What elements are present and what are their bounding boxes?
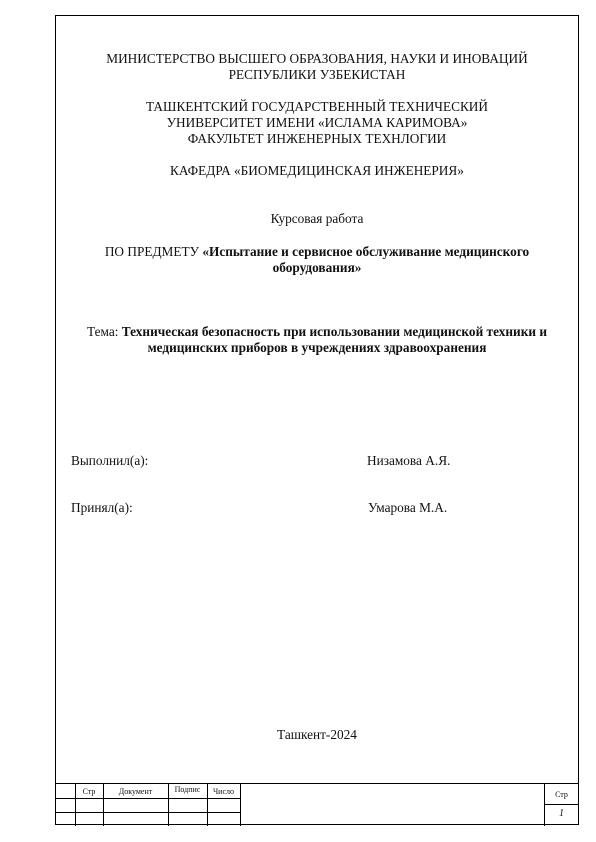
subject-prefix: ПО ПРЕДМЕТУ [104,244,203,259]
topic-block [55,324,579,356]
stamp-col-sign: Подпис [174,785,201,794]
stamp-col-str: Стр [82,787,96,796]
accepted-name: Умарова М.А. [368,500,448,515]
subject-block [55,244,579,276]
university-line-1: ТАШКЕНТСКИЙ ГОСУДАРСТВЕННЫЙ ТЕХНИЧЕСКИЙ [145,99,489,114]
subject-name-line-2: оборудования» [272,260,362,275]
ministry-line-2: РЕСПУБЛИКИ УЗБЕКИСТАН [228,67,406,82]
stamp-page-label: Стр [555,790,568,799]
performed-label: Выполнил(а): [71,453,149,468]
ministry-heading [55,51,579,83]
performed-name: Низамова А.Я. [367,453,451,468]
university-line-2: УНИВЕРСИТЕТ ИМЕНИ «ИСЛАМА КАРИМОВА» [166,115,468,130]
faculty-line: ФАКУЛЬТЕТ ИНЖЕНЕРНЫХ ТЕХНЛОГИИ [187,131,447,146]
subject-name-line-1: «Испытание и сервисное обслуживание медицинского [202,244,530,259]
accepted-label: Принял(а): [71,500,133,515]
stamp-page-number: 1 [559,808,564,819]
work-type: Курсовая работа [270,211,364,226]
city-year: Ташкент-2024 [277,727,357,742]
stamp-table [55,783,579,825]
topic-prefix: Тема: [87,324,122,339]
topic-line-1: Техническая безопасность при использовании медицинской техники и [121,324,547,339]
stamp-col-document: Документ [118,787,153,796]
stamp-col-date: Число [212,787,235,796]
university-heading [55,99,579,147]
ministry-line-1: МИНИСТЕРСТВО ВЫСШЕГО ОБРАЗОВАНИЯ, НАУКИ И ИНОВАЦИЙ [106,51,528,66]
topic-line-2: медицинских приборов в учреждениях здравоохранения [147,340,487,355]
department-heading: КАФЕДРА «БИОМЕДИЦИНСКАЯ ИНЖЕНЕРИЯ» [170,163,464,178]
